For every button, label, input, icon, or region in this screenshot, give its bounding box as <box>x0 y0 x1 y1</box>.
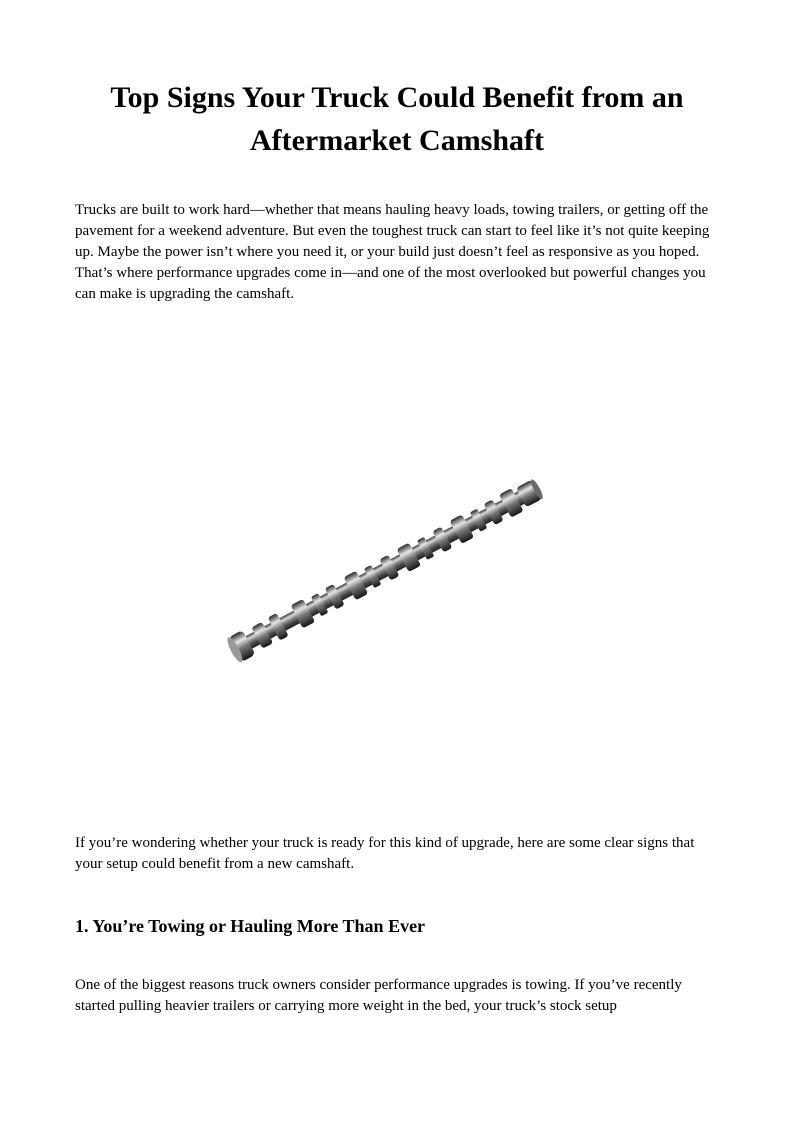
article-title: Top Signs Your Truck Could Benefit from an Aftermarket Camshaft <box>110 81 684 157</box>
section-1-paragraph: One of the biggest reasons truck owners consider performance upgrades is towing. If you’ve recently started pulling heavier trailers or carrying more weight in the bed, your truck’s stock setup <box>75 977 682 1014</box>
lead-in-paragraph: If you’re wondering whether your truck is ready for this kind of upgrade, here are some clear signs that your setup could benefit from a new camshaft. <box>75 835 695 872</box>
section-heading-1: 1. You’re Towing or Hauling More Than Ever <box>75 916 426 936</box>
camshaft-illustration <box>200 470 570 670</box>
intro-paragraph: Trucks are built to work hard—whether that means hauling heavy loads, towing trailers, or getting off the pavement for a weekend adventure. But even the toughest truck can start to feel like it’s not quite keeping up. Maybe the power isn’t where you need it, or your build just doesn’t feel as responsive as you hoped. That’s where performance upgrades come in—and one of the most overlooked but powerful changes you can make is upgrading the camshaft. <box>75 202 710 302</box>
camshaft-image <box>200 470 570 670</box>
